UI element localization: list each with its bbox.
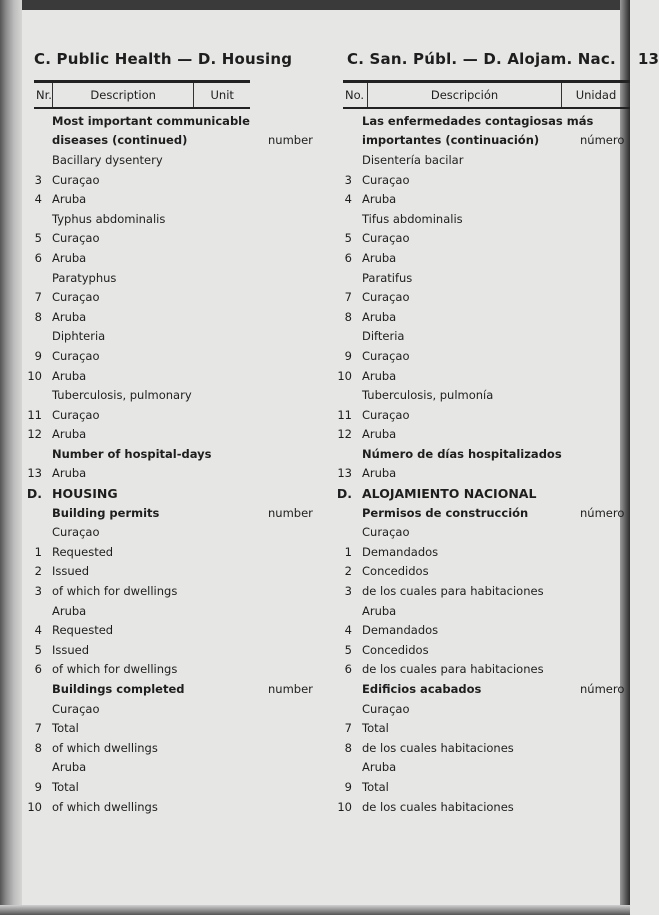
row-description: of which for dwellings	[52, 662, 178, 677]
row-number: 1	[344, 544, 352, 559]
table-row	[330, 268, 630, 288]
row-description: Tuberculosis, pulmonary	[52, 388, 192, 403]
row-number: 9	[344, 779, 352, 794]
row-description: Curaçao	[52, 348, 100, 363]
row-number: 1	[34, 544, 42, 559]
row-number: 10	[337, 368, 352, 383]
row-number: 4	[34, 192, 42, 207]
row-number: 9	[34, 779, 42, 794]
header-descripcion: Descripción	[368, 83, 562, 107]
row-number: 2	[344, 564, 352, 579]
row-unit: number	[268, 133, 313, 148]
row-description: de los cuales habitaciones	[362, 799, 514, 814]
row-description: Concedidos	[362, 564, 429, 579]
row-description: Bacillary dysentery	[52, 152, 163, 167]
table-row	[330, 150, 630, 170]
table-row	[20, 327, 320, 347]
table-row	[20, 679, 320, 699]
header-unit: Unit	[210, 88, 234, 102]
left-table-body	[20, 111, 320, 816]
row-description: Curaçao	[52, 701, 100, 716]
table-row	[20, 660, 320, 680]
row-unit: número	[580, 133, 625, 148]
row-number: 7	[344, 290, 352, 305]
table-row	[330, 581, 630, 601]
row-description: of which for dwellings	[52, 584, 178, 599]
row-unit: number	[268, 682, 313, 697]
table-row	[20, 464, 320, 484]
table-row	[20, 542, 320, 562]
row-description: de los cuales para habitaciones	[362, 662, 544, 677]
row-description: Aruba	[52, 192, 87, 207]
row-description: HOUSING	[52, 485, 118, 501]
table-row	[20, 718, 320, 738]
row-description: Curaçao	[52, 290, 100, 305]
table-row	[20, 483, 320, 503]
table-row	[20, 287, 320, 307]
row-description: Total	[362, 779, 389, 794]
row-description: Requested	[52, 544, 114, 559]
row-number: 13	[27, 466, 42, 481]
table-row	[330, 620, 630, 640]
table-row	[20, 699, 320, 719]
table-row	[330, 287, 630, 307]
row-description: Las enfermedades contagiosas más	[362, 113, 594, 128]
row-unit: number	[268, 505, 313, 520]
row-description: Issued	[52, 642, 90, 657]
row-number: 9	[34, 348, 42, 363]
row-description: Most important communicable	[52, 113, 250, 128]
row-description: Aruba	[362, 309, 397, 324]
table-row	[20, 170, 320, 190]
row-description: ALOJAMIENTO NACIONAL	[362, 485, 537, 501]
row-number: 5	[344, 642, 352, 657]
row-number: 10	[27, 368, 42, 383]
row-description: Curaçao	[362, 407, 410, 422]
table-row	[330, 248, 630, 268]
table-row	[20, 738, 320, 758]
row-description: Number of hospital-days	[52, 446, 212, 461]
row-number: 13	[337, 466, 352, 481]
row-description: Curaçao	[362, 290, 410, 305]
row-description: Número de días hospitalizados	[362, 446, 562, 461]
row-number: 6	[344, 250, 352, 265]
table-row	[330, 425, 630, 445]
table-row	[20, 307, 320, 327]
table-row	[330, 601, 630, 621]
row-description: Aruba	[362, 368, 397, 383]
table-row	[330, 405, 630, 425]
binding-edge	[0, 0, 22, 915]
row-description: Curaçao	[52, 407, 100, 422]
row-description: Building permits	[52, 505, 160, 520]
row-description: Curaçao	[362, 701, 410, 716]
table-row	[20, 385, 320, 405]
row-description: Curaçao	[52, 231, 100, 246]
row-description: Aruba	[362, 250, 397, 265]
row-description: Demandados	[362, 623, 439, 638]
table-row	[330, 758, 630, 778]
row-number: 8	[344, 309, 352, 324]
header-unidad: Unidad	[575, 88, 617, 102]
row-number: 11	[337, 407, 352, 422]
right-table-body	[330, 111, 630, 816]
table-row	[20, 797, 320, 817]
row-description: Curaçao	[362, 231, 410, 246]
table-row	[20, 640, 320, 660]
row-unit: número	[580, 682, 625, 697]
row-description: Permisos de construcción	[362, 505, 529, 520]
row-description: Aruba	[362, 466, 397, 481]
row-description: of which dwellings	[52, 799, 158, 814]
row-number: 6	[34, 662, 42, 677]
table-row	[20, 601, 320, 621]
row-description: Aruba	[362, 603, 397, 618]
row-description: Requested	[52, 623, 114, 638]
right-table-header	[343, 80, 630, 109]
row-description: Concedidos	[362, 642, 429, 657]
row-description: Tuberculosis, pulmonía	[362, 388, 494, 403]
row-description: Paratifus	[362, 270, 413, 285]
scan-bottom-edge	[0, 905, 630, 915]
row-description: Total	[52, 721, 79, 736]
row-description: de los cuales para habitaciones	[362, 584, 544, 599]
row-number: 4	[34, 623, 42, 638]
table-row	[20, 405, 320, 425]
row-description: diseases (continued)	[52, 133, 188, 148]
row-description: Issued	[52, 564, 90, 579]
table-row	[20, 777, 320, 797]
row-number: 7	[344, 721, 352, 736]
row-number: 12	[27, 427, 42, 442]
row-number: 5	[34, 642, 42, 657]
row-number: 8	[34, 309, 42, 324]
table-row	[330, 464, 630, 484]
row-number: D.	[26, 485, 42, 501]
row-description: Disentería bacilar	[362, 152, 464, 167]
row-number: 8	[34, 740, 42, 755]
row-number: 8	[344, 740, 352, 755]
table-row	[330, 170, 630, 190]
table-row	[330, 346, 630, 366]
row-number: 12	[337, 427, 352, 442]
row-description: de los cuales habitaciones	[362, 740, 514, 755]
table-row	[20, 444, 320, 464]
table-row	[20, 581, 320, 601]
row-description: Typhus abdominalis	[52, 211, 166, 226]
header-nr: Nr.	[34, 83, 53, 107]
row-description: Curaçao	[362, 525, 410, 540]
scan-top-edge	[0, 0, 630, 10]
table-row	[20, 562, 320, 582]
right-page-title	[347, 50, 659, 68]
table-row	[20, 620, 320, 640]
row-description: Aruba	[52, 603, 87, 618]
left-page-title: C. Public Health — D. Housing	[34, 50, 293, 68]
table-row	[330, 777, 630, 797]
table-row	[330, 111, 630, 131]
row-description: Curaçao	[362, 172, 410, 187]
row-description: Aruba	[362, 192, 397, 207]
row-number: 3	[34, 584, 42, 599]
row-number: 10	[27, 799, 42, 814]
row-number: 11	[27, 407, 42, 422]
header-description: Description	[53, 83, 194, 107]
table-row	[330, 131, 630, 151]
table-row	[20, 189, 320, 209]
table-row	[330, 640, 630, 660]
row-number: 6	[34, 250, 42, 265]
page-number: 13	[637, 50, 659, 68]
table-row	[20, 522, 320, 542]
table-row	[330, 503, 630, 523]
table-row	[330, 542, 630, 562]
row-unit: número	[580, 505, 625, 520]
table-row	[20, 503, 320, 523]
table-row	[330, 327, 630, 347]
table-row	[20, 425, 320, 445]
row-description: Demandados	[362, 544, 439, 559]
row-description: Total	[52, 779, 79, 794]
table-row	[20, 758, 320, 778]
table-row	[330, 483, 630, 503]
row-description: Curaçao	[362, 348, 410, 363]
table-row	[330, 562, 630, 582]
row-number: 4	[344, 192, 352, 207]
left-table-header	[34, 80, 250, 109]
row-description: Paratyphus	[52, 270, 117, 285]
table-row	[330, 718, 630, 738]
row-number: 6	[344, 662, 352, 677]
table-row	[330, 229, 630, 249]
right-title-text: C. San. Públ. — D. Alojam. Nac.	[347, 50, 616, 68]
table-row	[330, 522, 630, 542]
row-description: Tifus abdominalis	[362, 211, 463, 226]
table-row	[330, 679, 630, 699]
table-row	[330, 307, 630, 327]
table-row	[20, 111, 320, 131]
row-description: Aruba	[52, 250, 87, 265]
table-row	[330, 699, 630, 719]
row-number: 9	[344, 348, 352, 363]
table-row	[330, 209, 630, 229]
row-description: Edificios acabados	[362, 682, 482, 697]
row-description: Difteria	[362, 329, 405, 344]
table-row	[20, 150, 320, 170]
row-description: Curaçao	[52, 172, 100, 187]
table-row	[20, 268, 320, 288]
row-number: 7	[34, 290, 42, 305]
row-description: Aruba	[52, 427, 87, 442]
row-description: Aruba	[362, 427, 397, 442]
row-number: 5	[34, 231, 42, 246]
header-no: No.	[343, 83, 368, 107]
row-description: Aruba	[52, 309, 87, 324]
table-row	[330, 660, 630, 680]
table-row	[330, 738, 630, 758]
table-row	[20, 209, 320, 229]
row-number: 2	[34, 564, 42, 579]
row-number: 3	[344, 584, 352, 599]
row-description: Aruba	[52, 466, 87, 481]
table-row	[20, 346, 320, 366]
table-row	[20, 131, 320, 151]
table-row	[330, 385, 630, 405]
row-description: Total	[362, 721, 389, 736]
table-row	[330, 797, 630, 817]
table-row	[330, 189, 630, 209]
row-description: importantes (continuación)	[362, 133, 540, 148]
row-description: Diphteria	[52, 329, 106, 344]
table-row	[330, 444, 630, 464]
row-number: D.	[336, 485, 352, 501]
row-number: 7	[34, 721, 42, 736]
row-number: 5	[344, 231, 352, 246]
row-description: Aruba	[52, 368, 87, 383]
row-description: Buildings completed	[52, 682, 185, 697]
table-row	[20, 229, 320, 249]
row-number: 4	[344, 623, 352, 638]
table-row	[330, 366, 630, 386]
row-description: of which dwellings	[52, 740, 158, 755]
table-row	[20, 366, 320, 386]
row-number: 3	[34, 172, 42, 187]
row-description: Aruba	[52, 760, 87, 775]
table-row	[20, 248, 320, 268]
row-description: Curaçao	[52, 525, 100, 540]
row-description: Aruba	[362, 760, 397, 775]
row-number: 10	[337, 799, 352, 814]
row-number: 3	[344, 172, 352, 187]
